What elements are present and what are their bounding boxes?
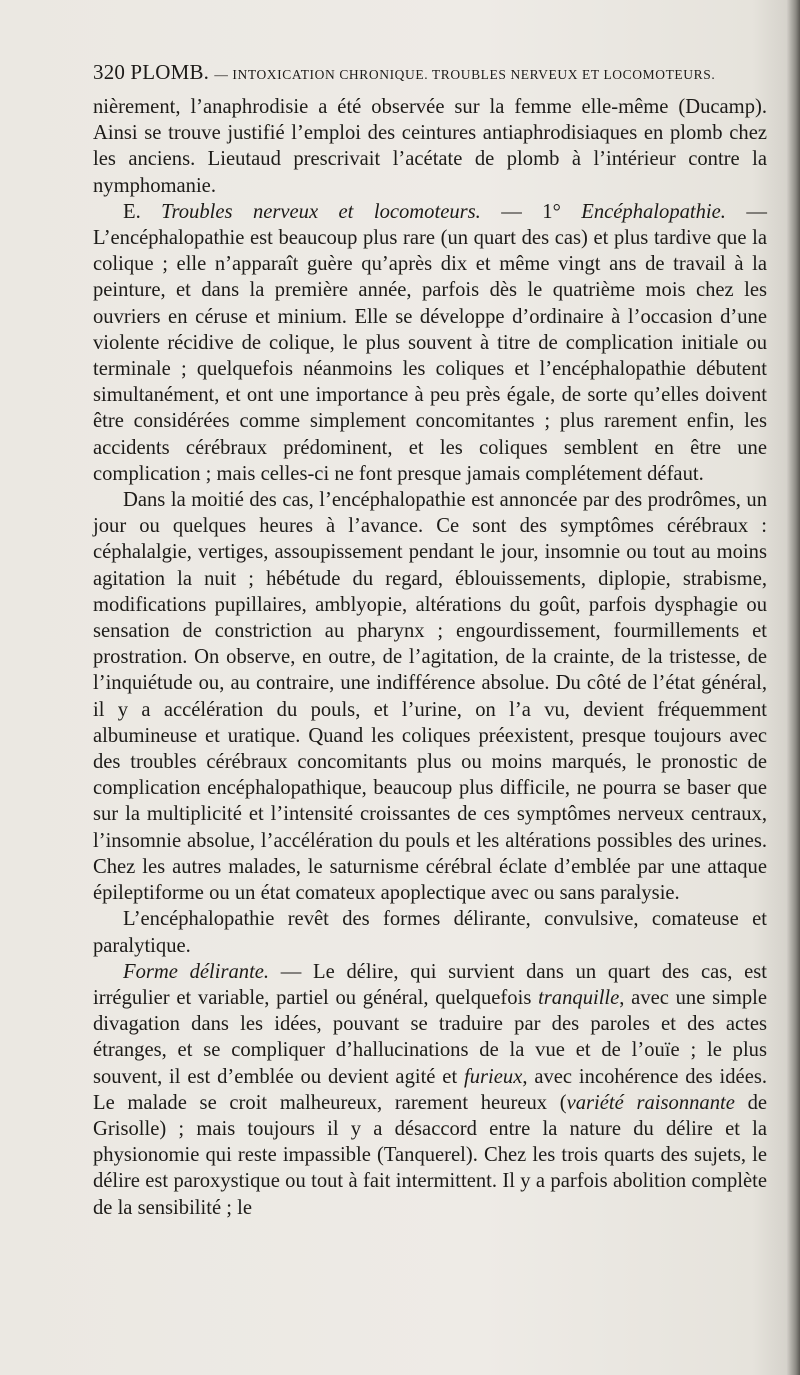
paragraph-formes: L’encéphalopathie revêt des formes délirante, convulsive, comateuse et paralytique. [93, 908, 767, 957]
paragraph-text: — Le délire, qui survient dans un quart des cas, est irrégulier et variable, partiel ou général, quelquefois [93, 960, 767, 1009]
paragraph-text: de Grisolle) ; mais toujours il y a désaccord entre la nature du délire et la physionomie qui reste impassible (Tanquerel). Chez les trois quarts des sujets, le délire est paroxystique ou tout à fait intermittent. Il y a parfois abolition complète de la sensibilité ; le [93, 1091, 768, 1219]
emphasis-tranquille: tranquille [538, 986, 620, 1009]
running-header [93, 60, 753, 85]
paragraph-text: , avec une simple divagation dans les idées, pouvant se traduire par des paroles et des actes étranges, et se compliquer d’hallucinations de la vue et de l’ouïe ; le plus souvent, il est d’emblée ou devient agité et [93, 986, 767, 1088]
form-heading: Forme délirante. [123, 960, 270, 983]
paragraph-prodromes: Dans la moitié des cas, l’encéphalopathie est annoncée par des prodrômes, un jour ou quelques heures à l’avance. Ce sont des symptômes cérébraux : céphalalgie, vertiges, assoupissement pendant le jour, insomnie ou tout au moins agitation la nuit ; hébétude du regard, éblouissements, diplopie, strabisme, modifications pupillaires, amblyopie, altérations du goût, parfois dysphagie ou sensation de constriction au pharynx ; engourdissement, fourmillements et prostration. On observe, en outre, de l’agitation, de la crainte, de la tristesse, de l’inquiétude ou, au contraire, une indifférence absolue. Du côté de l’état général, il y a accélération du pouls, et l’urine, on l’a vu, devient fréquemment albumineuse et uratique. Quand les coliques préexistent, presque toujours avec des troubles cérébraux concomitants plus ou moins marqués, le pronostic de complication encéphalopathique, beaucoup plus difficile, ne pourra se baser que sur la multiplicité et l’intensité croissantes de ces symptômes nerveux centraux, l’insomnie absolue, l’accélération du pouls et les altérations possibles des urines. Chez les autres malades, le saturnisme cérébral éclate d’emblée par une attaque épileptiforme ou un état comateux apoplectique avec ou sans paralysie. [93, 489, 767, 905]
section-title: — INTOXICATION CHRONIQUE. TROUBLES NERVEUX ET LOCOMOTEURS. [214, 67, 716, 82]
running-title: PLOMB. [130, 60, 210, 84]
paragraph-continuation: nièrement, l’anaphrodisie a été observée sur la femme elle-même (Ducamp). Ainsi se trouve justifié l’emploi des ceintures antiaphrodisiaques en plomb chez les anciens. Lieutaud prescrivait l’acétate de plomb à l’intérieur contre la nymphomanie. [93, 96, 767, 197]
emphasis-variete: variété raisonnante [566, 1091, 735, 1114]
page-number: 320 [93, 60, 126, 84]
section-letter: E. [123, 200, 141, 223]
page-edge-shadow [786, 0, 800, 1375]
paragraph-forme-delirante [93, 959, 767, 1221]
section-heading: Troubles nerveux et locomoteurs. [161, 200, 481, 223]
heading-separator: — 1° [480, 200, 582, 223]
paragraph-section-e [93, 199, 767, 487]
emphasis-furieux: furieux [464, 1065, 523, 1088]
paragraph-text: — L’encéphalopathie est beaucoup plus rare (un quart des cas) et plus tardive que la colique ; elle n’apparaît guère qu’après dix et même vingt ans de travail à la peinture, et dans la première année, parfois dès le quatrième mois chez les ouvriers en céruse et minium. Elle se développe d’ordinaire à l’occasion d’une violente récidive de colique, le plus souvent à titre de complication initiale ou terminale ; quelquefois néanmoins les coliques et l’encéphalopathie débutent simultanément, et ont une importance à peu près égale, de sorte qu’elles doivent être considérées comme simplement concomitantes ; plus rarement enfin, les accidents cérébraux prédominent, et les coliques semblent en être une complication ; mais celles-ci ne font presque jamais complétement défaut. [93, 200, 767, 485]
paragraph-text: , avec incohérence des idées. Le malade se croit malheureux, rarement heureux ( [93, 1065, 767, 1114]
subsection-heading: Encéphalopathie. [581, 200, 726, 223]
body-text [93, 94, 767, 1221]
